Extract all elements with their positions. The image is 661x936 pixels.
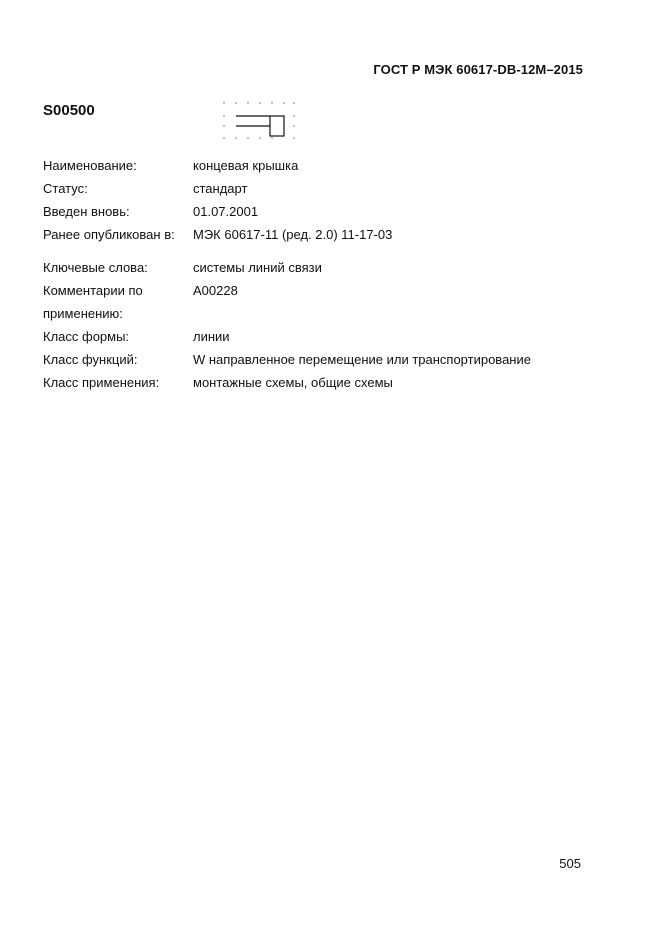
section-gap [43,246,603,256]
end-cap-symbol-icon [218,98,300,144]
field-value: 01.07.2001 [193,204,259,219]
document-standard-header: ГОСТ Р МЭК 60617-DB-12M–2015 [373,62,583,77]
field-row-comments [43,279,603,325]
field-value: концевая крышка [193,158,299,173]
field-label: Наименование: [43,158,137,173]
field-value: W направленное перемещение или транспортирование [193,352,531,367]
field-row-previously-published [43,223,603,246]
field-row-function-class [43,348,603,371]
field-label: Введен вновь: [43,204,130,219]
symbol-attributes [43,154,603,394]
field-label: Статус: [43,181,88,196]
field-row-application-class [43,371,603,394]
field-label: Ранее опубликован в: [43,227,175,242]
field-label: Ключевые слова: [43,260,148,275]
field-value: стандарт [193,181,248,196]
field-row-keywords [43,256,603,279]
symbol-code: S00500 [43,102,95,119]
field-value: монтажные схемы, общие схемы [193,375,393,390]
field-row-status [43,177,603,200]
field-label: Комментарии по применению: [43,283,143,321]
field-row-introduced [43,200,603,223]
field-value: МЭК 60617-11 (ред. 2.0) 11-17-03 [193,227,393,242]
page-number: 505 [559,856,581,871]
field-label: Класс формы: [43,329,130,344]
field-label: Класс функций: [43,352,138,367]
field-row-name [43,154,603,177]
field-value: A00228 [193,283,238,298]
field-value: линии [193,329,230,344]
field-value: системы линий связи [193,260,322,275]
field-row-form-class [43,325,603,348]
field-label: Класс применения: [43,375,160,390]
